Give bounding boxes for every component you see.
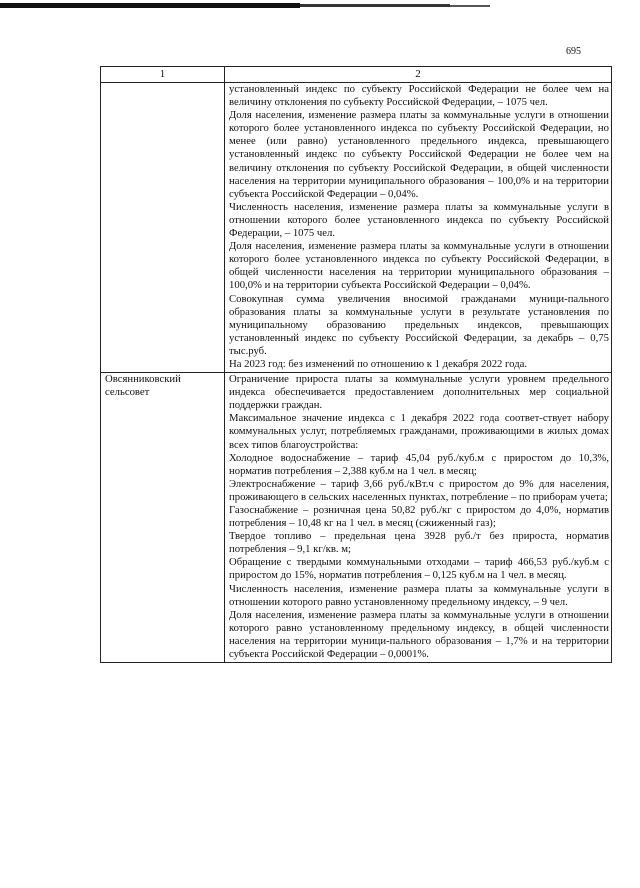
scan-edge-stroke xyxy=(450,5,490,7)
data-table xyxy=(100,66,612,663)
paragraph: Обращение с твердыми коммунальными отходами – тариф 466,53 руб./куб.м с приростом до 15%, норматив потребления – 0,125 куб.м на 1 чел. в месяц. xyxy=(229,556,609,582)
page-number: 695 xyxy=(566,46,581,57)
paragraph: На 2023 год: без изменений по отношению к 1 декабря 2022 года. xyxy=(229,357,528,370)
paragraph: Электроснабжение – тариф 3,66 руб./кВт.ч с приростом до 9% для населения, проживающего в сельских населенных пунктах, потребление – по приборам учета; xyxy=(229,477,609,503)
column-header-1: 1 xyxy=(101,67,225,83)
scan-edge-stroke xyxy=(300,4,450,7)
paragraph: Ограничение прироста платы за коммунальные услуги уровнем предельного индекса обеспечивается предоставлением дополнительных мер социальной поддержки граждан. xyxy=(229,373,609,412)
paragraph: Доля населения, изменение размера платы за коммунальные услуги в отношении которого равно установленному предельному индексу, в общей численности населения на территории муници-пального образования – 1,7% и на территории субъекта Российской Федерации – 0,0001%. xyxy=(229,608,609,661)
paragraph: Доля населения, изменение размера платы за коммунальные услуги в отношении которого более установленного индекса по субъекту Российской Федерации, но менее (или равно) установленного предельного индекса, превышающего установленный индекс по субъекту Российской Федерации не более чем на величину отклонения по субъекту Российской Федерации, в общей численности населения на территории муниципального образования – 100,0% и на территории субъекта Российской Федерации – 0,04%. xyxy=(229,109,609,200)
scan-top-edge xyxy=(0,0,640,12)
paragraph: Твердое топливо – предельная цена 3928 руб./т без прироста, норматив потребления – 9,1 кг/кв. м; xyxy=(229,530,609,556)
paragraph: Максимальное значение индекса с 1 декабря 2022 года соответ-ствует набору коммунальных услуг, потребляемых гражданами, проживающими в жилых домах всех типов благоустройства: xyxy=(229,412,609,451)
table-header-row xyxy=(101,67,612,83)
paragraph: установленный индекс по субъекту Российской Федерации не более чем на величину отклонения по субъекту Российской Федерации, – 1075 чел. xyxy=(229,83,609,109)
paragraph: Численность населения, изменение размера платы за коммунальные услуги в отношении которого более установленного индекса по субъекту Российской Федерации, – 1075 чел. xyxy=(229,200,609,240)
scan-edge-stroke xyxy=(0,3,300,8)
table-row xyxy=(101,83,612,373)
table-row xyxy=(101,373,612,663)
description-cell xyxy=(225,373,612,663)
municipality-cell: Овсянниковский сельсовет xyxy=(101,373,225,663)
paragraph: Численность населения, изменение размера платы за коммунальные услуги в отношении которого равно установленному предельному индексу, – 9 чел. xyxy=(229,582,609,608)
paragraph: Совокупная сумма увеличения вносимой гражданами муници-пального образования платы за коммунальные услуги в результате установления по муниципальному образованию предельных индексов, превышающих установленный индекс по субъекту Российской Федерации, за декабрь – 0,75 тыс.руб. xyxy=(229,292,609,357)
column-header-2: 2 xyxy=(225,67,612,83)
paragraph: Доля населения, изменение размера платы за коммунальные услуги в отношении которого более установленного индекса по субъекту Российской Федерации, в общей численности населения на территории муниципального образования – 100,0% и на территории субъекта Российской Федерации – 0,04%. xyxy=(229,240,609,292)
paragraph: Холодное водоснабжение – тариф 45,04 руб./куб.м с приростом до 10,3%, норматив потребления – 2,388 куб.м на 1 чел. в месяц; xyxy=(229,451,609,477)
description-cell xyxy=(225,83,612,373)
paragraph: Газоснабжение – розничная цена 50,82 руб./кг с приростом до 4,0%, норматив потребления – 10,48 кг на 1 чел. в месяц (сжиженный газ); xyxy=(229,504,609,530)
municipality-cell xyxy=(101,83,225,373)
